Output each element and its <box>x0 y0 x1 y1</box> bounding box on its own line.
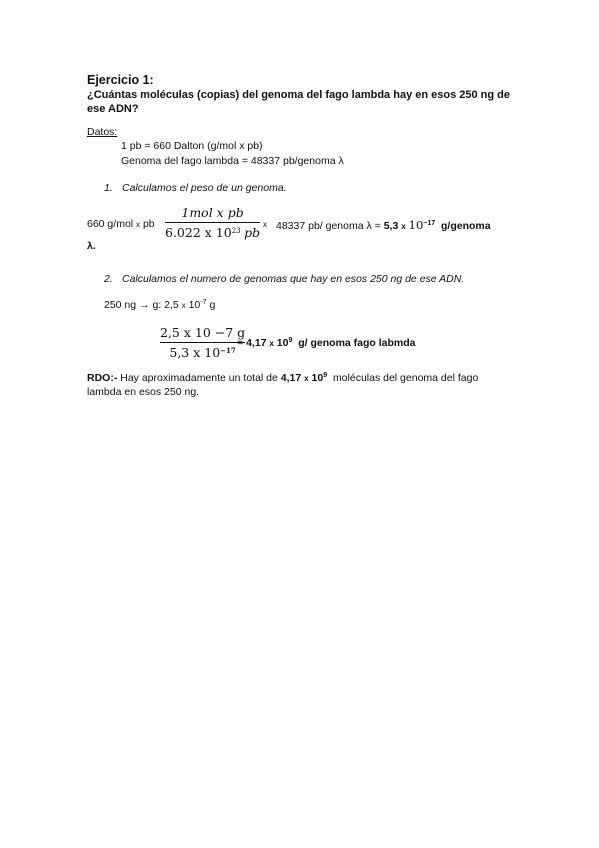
step-1-text: Calculamos el peso de un genoma. <box>122 182 287 194</box>
arrow-icon: → <box>139 299 150 311</box>
eq1-fraction <box>165 205 260 240</box>
eq1-fraction-bar <box>165 222 260 223</box>
eq2-denominator: 5,3 x $10^{-17}$ <box>169 345 236 360</box>
eq1-denominator: 6.022 x $10^{23}$ pb <box>165 225 261 240</box>
eq2-fraction-bar <box>160 342 245 343</box>
rdo-line-2: lambda en esos 250 ng. <box>87 386 200 398</box>
eq2-fraction <box>160 325 245 360</box>
datos-line-2: Genoma del fago lambda = 48337 pb/genoma λ <box>121 155 344 167</box>
eq2-result: = 4,17 x $10^9$ g/ genoma fago labmda <box>237 337 416 349</box>
datos-label: Datos: <box>87 126 118 138</box>
conversion-line: 250 ng → g: 2,5 x $10^{-7}$ g <box>104 299 216 311</box>
eq1-right: 48337 pb/ genoma λ = 5,3 x $10^{-17}$ g/genoma <box>276 218 491 232</box>
exercise-title: Ejercicio 1: <box>87 73 154 87</box>
eq1-left: 660 g/mol x pb <box>87 218 155 230</box>
eq2-numerator: 2,5 x 10 −7 g <box>160 325 246 340</box>
datos-line-1: 1 pb = 660 Dalton (g/mol x pb) <box>121 140 263 152</box>
rdo-line-1: RDO:- Hay aproximadamente un total de 4,17 x $10^9$ moléculas del genoma del fago <box>87 372 479 384</box>
step-2-number: 2. <box>104 273 113 285</box>
step-1-number: 1. <box>104 182 113 194</box>
exercise-question-line-2: ese ADN? <box>87 103 139 115</box>
eq1-numerator: 1mol x pb <box>181 205 244 220</box>
exercise-question-line-1: ¿Cuántas moléculas (copias) del genoma del fago lambda hay en esos 250 ng de <box>87 89 511 101</box>
eq1-multiply: x <box>263 220 267 229</box>
step-2-text: Calculamos el numero de genomas que hay en esos 250 ng de ese ADN. <box>122 273 465 285</box>
eq1-wrap: λ. <box>87 240 96 252</box>
